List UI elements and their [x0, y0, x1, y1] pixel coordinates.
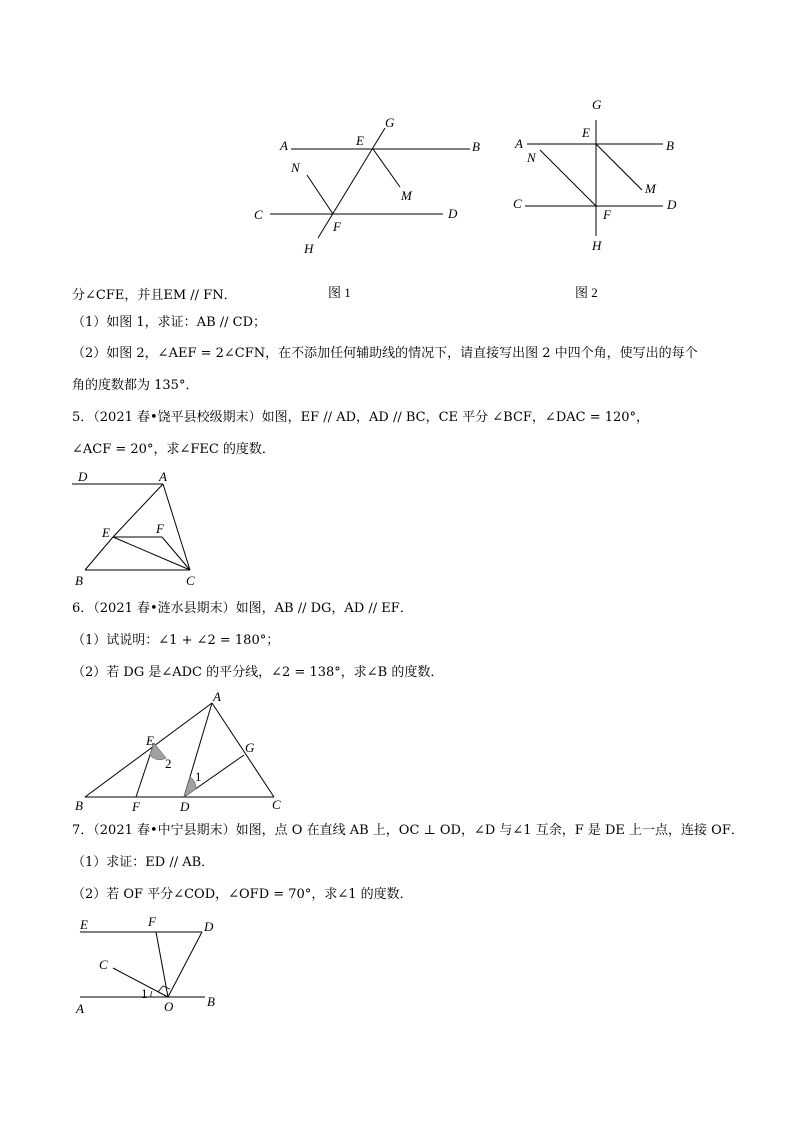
- fig1-label-B: B: [472, 139, 480, 154]
- q5-label-B: B: [75, 573, 83, 588]
- q5-stem: 5．（2021 春•饶平县校级期末）如图，EF // AD，AD // BC，CE 平分 ∠BCF，∠DAC = 120°，: [72, 410, 650, 425]
- q5-label-C: C: [186, 573, 195, 588]
- fig2-label-B: B: [666, 138, 674, 153]
- fig1-label-E: E: [356, 133, 364, 148]
- fig1-label-C: C: [254, 207, 263, 222]
- fig2-label-G: G: [592, 97, 602, 112]
- fig2-label-C: C: [513, 196, 522, 211]
- fig2-label-A: A: [515, 136, 523, 151]
- fig1-label-H: H: [304, 241, 314, 256]
- fig1-label-G: G: [385, 115, 395, 130]
- q4-part2: （2）如图 2，∠AEF = 2∠CFN，在不添加任何辅助线的情况下，请直接写出图 2 中四个角，使写出的每个: [72, 346, 698, 361]
- fig2-label-N: N: [527, 150, 536, 165]
- figure-2: [0, 0, 794, 300]
- q5-stem-cont: ∠ACF = 20°，求∠FEC 的度数．: [72, 442, 275, 457]
- q5-label-E: E: [102, 525, 110, 540]
- q7-label-E: E: [80, 917, 88, 932]
- figure-q6: [0, 690, 794, 820]
- figure-q5: [0, 460, 794, 600]
- q5-label-A: A: [159, 469, 167, 484]
- q5-label-D: D: [78, 469, 88, 484]
- q6-label-E: E: [146, 733, 154, 748]
- q7-label-1: 1: [141, 986, 148, 1001]
- q6-part2: （2）若 DG 是∠ADC 的平分线，∠2 = 138°，求∠B 的度数．: [72, 665, 444, 680]
- figure-q7: [0, 905, 794, 1025]
- q4-continuation: 分∠CFE，并且EM // FN．: [72, 288, 237, 303]
- q6-label-A: A: [213, 689, 221, 704]
- q6-stem: 6．（2021 春•涟水县期末）如图，AB // DG，AD // EF．: [72, 601, 413, 616]
- q6-label-D: D: [180, 799, 190, 814]
- q6-label-B: B: [75, 798, 83, 813]
- q7-label-D: D: [204, 919, 214, 934]
- fig2-label-M: M: [645, 181, 656, 196]
- q7-label-B: B: [207, 994, 215, 1009]
- fig2-label-F: F: [603, 207, 611, 222]
- q7-stem: 7．（2021 春•中宁县期末）如图，点 O 在直线 AB 上，OC ⊥ OD，∠D 与∠1 互余，F 是 DE 上一点，连接 OF．: [72, 823, 744, 838]
- q6-label-F: F: [132, 799, 140, 814]
- q7-label-F: F: [148, 914, 156, 929]
- q4-part1: （1）如图 1，求证：AB // CD；: [72, 315, 267, 330]
- q7-label-A: A: [76, 1001, 84, 1016]
- q6-part1: （1）试说明：∠1 + ∠2 = 180°；: [72, 633, 280, 648]
- fig1-label-M: M: [401, 188, 412, 203]
- q7-label-C: C: [99, 957, 108, 972]
- fig1-label-N: N: [291, 160, 300, 175]
- fig2-caption: 图 2: [575, 285, 598, 300]
- q7-part1: （1）求证：ED // AB．: [72, 855, 215, 870]
- fig2-label-E: E: [582, 125, 590, 140]
- q6-label-C: C: [272, 797, 281, 812]
- fig1-label-D: D: [448, 206, 458, 221]
- q7-label-O: O: [164, 999, 174, 1014]
- fig2-label-H: H: [592, 238, 602, 253]
- fig1-label-A: A: [280, 138, 288, 153]
- q7-part2: （2）若 OF 平分∠COD，∠OFD = 70°，求∠1 的度数．: [72, 887, 413, 902]
- q6-label-2: 2: [165, 756, 172, 771]
- q5-label-F: F: [156, 521, 164, 536]
- q4-part2-cont: 角的度数都为 135°．: [72, 378, 199, 393]
- q6-label-G: G: [245, 740, 255, 755]
- fig1-caption: 图 1: [328, 285, 351, 300]
- q6-label-1: 1: [195, 769, 202, 784]
- fig2-label-D: D: [667, 197, 677, 212]
- fig1-label-F: F: [333, 219, 341, 234]
